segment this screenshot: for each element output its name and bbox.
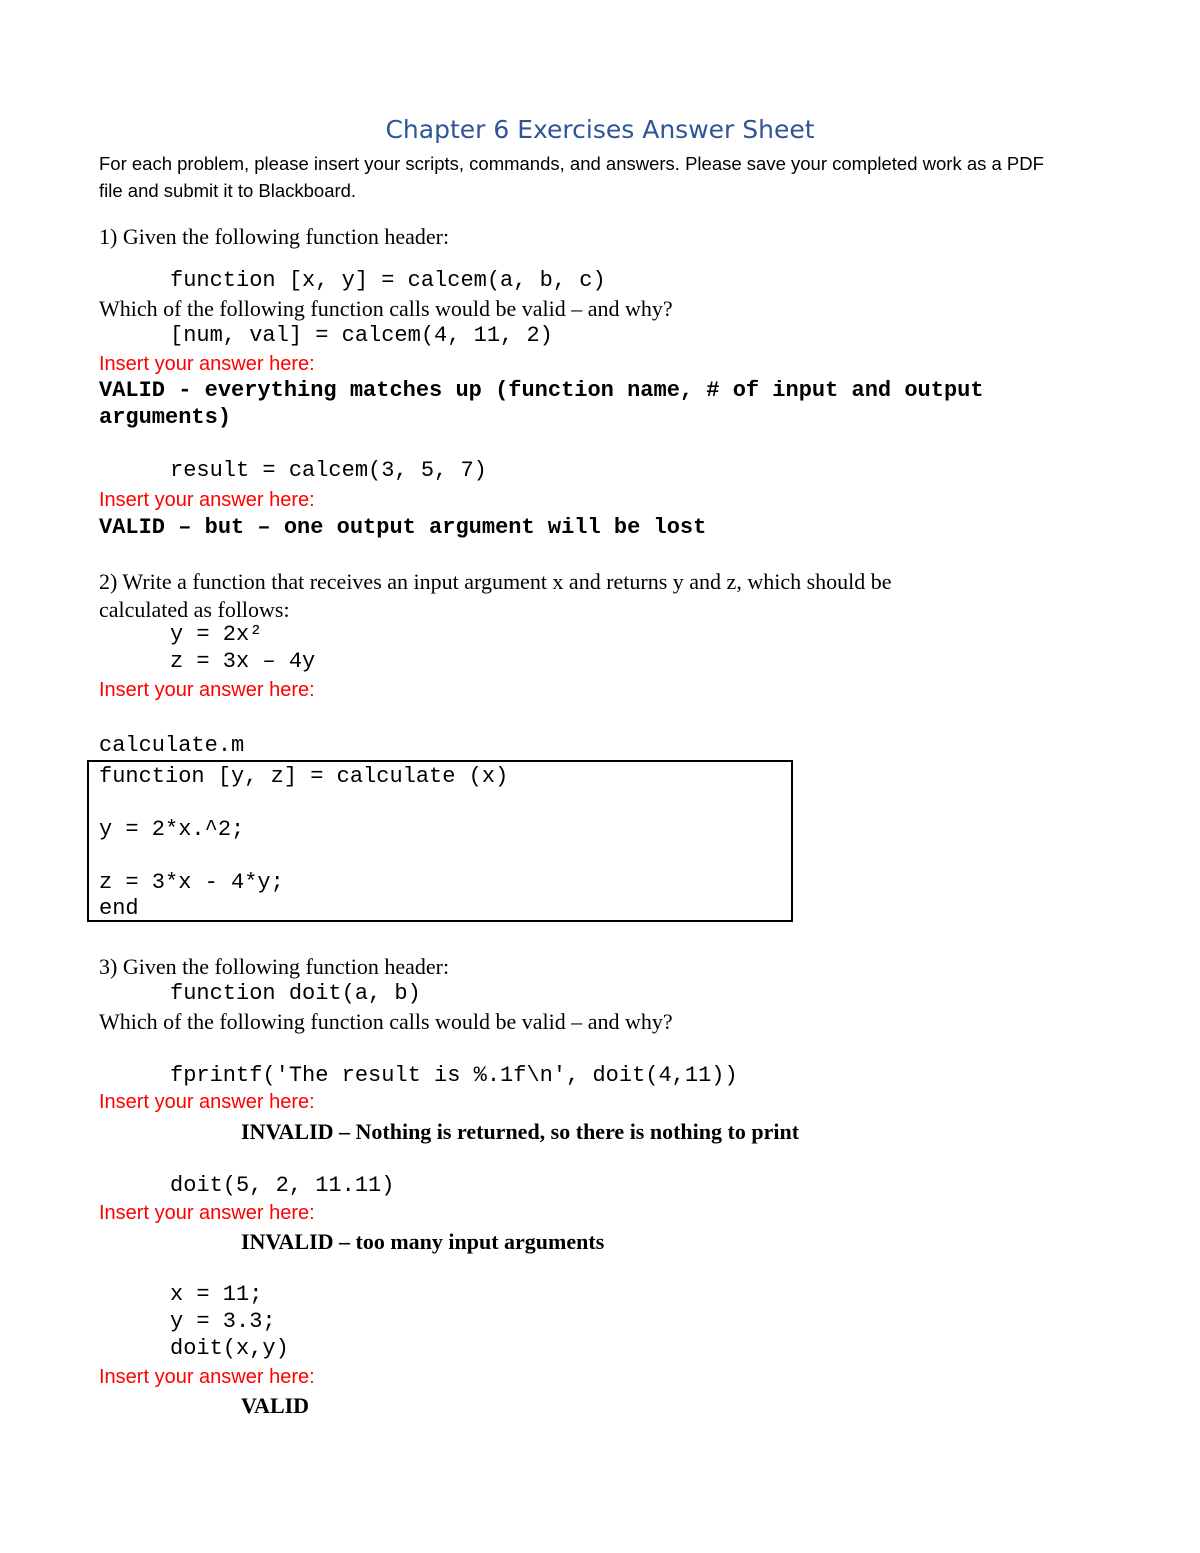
q3-answer-3: VALID (241, 1393, 310, 1418)
q1-answer-1-prompt: Insert your answer here: (99, 353, 315, 375)
q3-question: Which of the following function calls would be valid – and why? (99, 1009, 673, 1034)
q3-call-3-line-1: x = 11; (170, 1282, 263, 1307)
q1-call-1: [num, val] = calcem(4, 11, 2) (170, 323, 553, 348)
code-line-2: y = 2*x.^2; (99, 817, 245, 842)
q3-call-2: doit(5, 2, 11.11) (170, 1173, 395, 1198)
q3-answer-2-prompt: Insert your answer here: (99, 1202, 315, 1224)
q1-call-2: result = calcem(3, 5, 7) (170, 458, 487, 483)
q1-answer-1-line-2: arguments) (99, 405, 232, 430)
q1-answer-2: VALID – but – one output argument will be lost (99, 515, 707, 540)
q3-call-1: fprintf('The result is %.1f\n', doit(4,11)) (170, 1063, 738, 1088)
q1-question: Which of the following function calls would be valid – and why? (99, 296, 673, 321)
code-line-1: function [y, z] = calculate (x) (99, 764, 509, 789)
q3-answer-1: INVALID – Nothing is returned, so there is nothing to print (241, 1119, 800, 1144)
q1-answer-1-line-1: VALID - everything matches up (function name, # of input and output (99, 378, 984, 403)
code-line-3: z = 3*x - 4*y; (99, 870, 284, 895)
q2-equation-1: y = 2x² (170, 622, 263, 647)
q2-equation-2: z = 3x – 4y (170, 649, 316, 674)
code-line-4: end (99, 896, 139, 921)
q3-header-code: function doit(a, b) (170, 981, 421, 1006)
page-title: Chapter 6 Exercises Answer Sheet (385, 115, 815, 144)
q1-heading: 1) Given the following function header: (99, 224, 450, 249)
q2-filename: calculate.m (99, 733, 245, 758)
q2-heading-line-2: calculated as follows: (99, 597, 290, 622)
q3-answer-1-prompt: Insert your answer here: (99, 1091, 315, 1113)
q1-answer-2-prompt: Insert your answer here: (99, 489, 315, 511)
q1-header-code: function [x, y] = calcem(a, b, c) (170, 268, 606, 293)
q3-answer-2: INVALID – too many input arguments (241, 1229, 605, 1254)
q3-call-3-line-2: y = 3.3; (170, 1309, 276, 1334)
q2-answer-prompt: Insert your answer here: (99, 679, 315, 701)
q3-answer-3-prompt: Insert your answer here: (99, 1366, 315, 1388)
q2-heading-line-1: 2) Write a function that receives an input argument x and returns y and z, which should be (99, 569, 892, 594)
intro-text-line-2: file and submit it to Blackboard. (99, 180, 357, 201)
q3-call-3-line-3: doit(x,y) (170, 1336, 289, 1361)
q3-heading: 3) Given the following function header: (99, 954, 450, 979)
intro-text-line-1: For each problem, please insert your scripts, commands, and answers. Please save your completed work as a PDF (99, 153, 1044, 174)
